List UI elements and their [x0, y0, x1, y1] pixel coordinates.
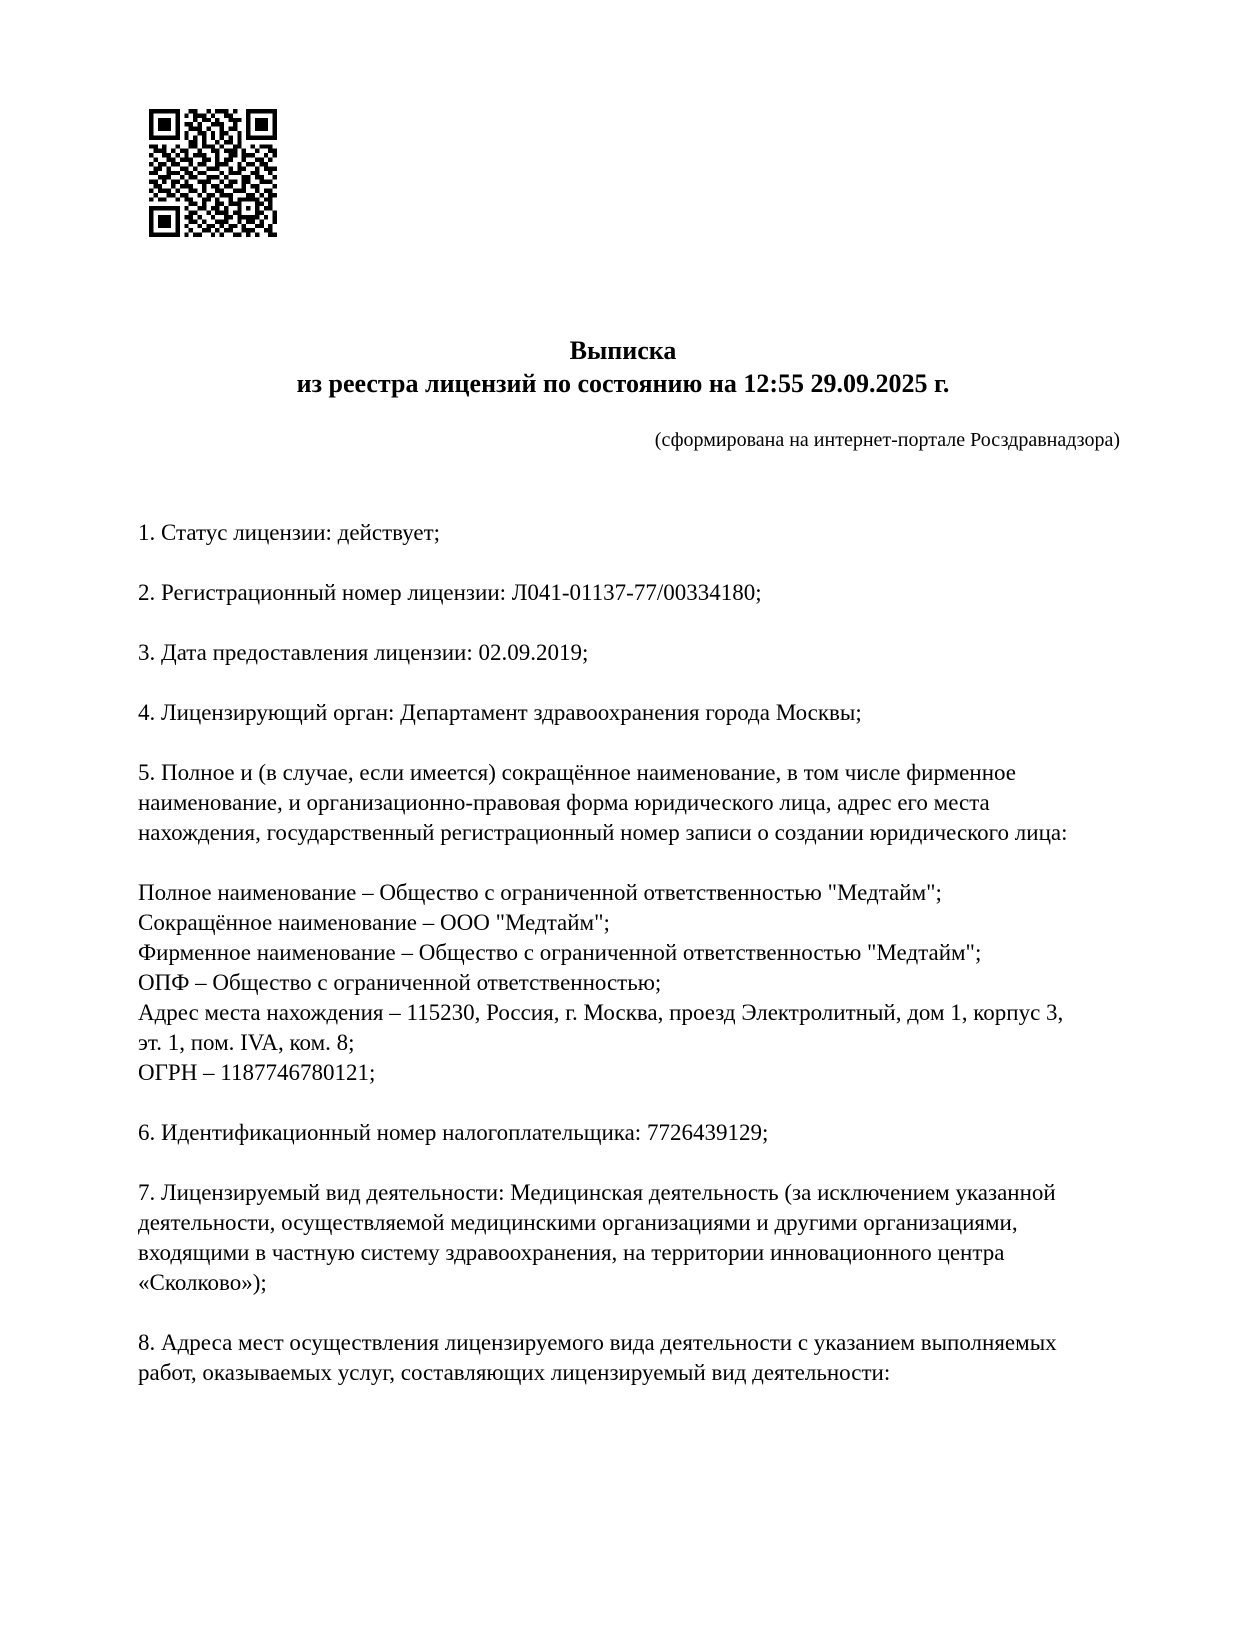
text-line: ОПФ – Общество с ограниченной ответственностью; [138, 970, 662, 995]
text-line: 3. Дата предоставления лицензии: 02.09.2019; [138, 640, 589, 665]
text-line: ОГРН – 1187746780121; [138, 1060, 376, 1085]
item-5-entity-names-heading [138, 758, 1138, 848]
text-line: наименование, и организационно-правовая форма юридического лица, адрес его места [138, 790, 990, 815]
text-line: работ, оказываемых услуг, составляющих лицензируемый вид деятельности: [138, 1360, 891, 1385]
text-line: нахождения, государственный регистрационный номер записи о создании юридического лица: [138, 820, 1068, 845]
item-8-activity-addresses [138, 1328, 1138, 1388]
text-line: Сокращённое наименование – ООО "Медтайм"; [138, 910, 610, 935]
text-line: эт. 1, пом. IVA, ком. 8; [138, 1030, 355, 1055]
item-7-licensed-activity [138, 1178, 1138, 1298]
text-line: Фирменное наименование – Общество с ограниченной ответственностью "Медтайм"; [138, 940, 982, 965]
document-title [125, 334, 1121, 400]
item-4-licensing-authority [138, 698, 1138, 728]
text-line: 4. Лицензирующий орган: Департамент здравоохранения города Москвы; [138, 700, 862, 725]
text-line: «Сколково»); [138, 1270, 267, 1295]
text-line: Адрес места нахождения – 115230, Россия, г. Москва, проезд Электролитный, дом 1, корпус 3, [138, 1000, 1064, 1025]
item-2-registration-number [138, 578, 1138, 608]
text-line: 2. Регистрационный номер лицензии: Л041-01137-77/00334180; [138, 580, 762, 605]
text-line: 1. Статус лицензии: действует; [138, 520, 441, 545]
text-line: деятельности, осуществляемой медицинскими организациями и другими организациями, [138, 1210, 1018, 1235]
text-line: Полное наименование – Общество с ограниченной ответственностью "Медтайм"; [138, 880, 942, 905]
text-line: 5. Полное и (в случае, если имеется) сокращённое наименование, в том числе фирменное [138, 760, 1016, 785]
document-title-line2: из реестра лицензий по состоянию на 12:55 29.09.2025 г. [296, 369, 950, 398]
document-title-line1: Выписка [569, 336, 677, 365]
item-6-inn [138, 1118, 1138, 1148]
item-3-grant-date [138, 638, 1138, 668]
document-body [138, 518, 1138, 1418]
item-1-license-status [138, 518, 1138, 548]
formation-note: (сформирована на интернет-портале Росздравнадзора) [654, 429, 1120, 451]
text-line: входящими в частную систему здравоохранения, на территории инновационного центра [138, 1240, 1005, 1265]
text-line: 7. Лицензируемый вид деятельности: Медицинская деятельность (за исключением указанной [138, 1180, 1056, 1205]
text-line: 6. Идентификационный номер налогоплательщика: 7726439129; [138, 1120, 769, 1145]
entity-details-block [138, 878, 1138, 1088]
text-line: 8. Адреса мест осуществления лицензируемого вида деятельности с указанием выполняемых [138, 1330, 1057, 1355]
qr-code [149, 109, 277, 237]
